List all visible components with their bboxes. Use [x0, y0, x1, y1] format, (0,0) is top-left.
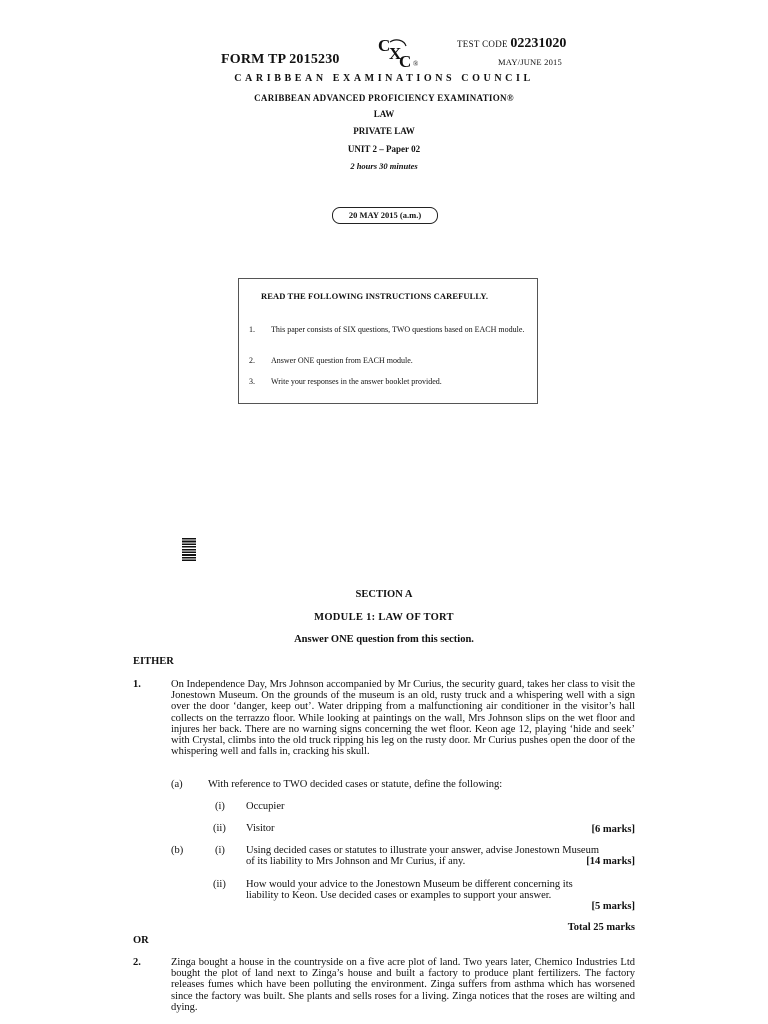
part-b-label: (b)	[171, 845, 184, 856]
barcode-icon	[182, 538, 196, 562]
part-b-ii-marks: [5 marks]	[591, 901, 635, 912]
subject-name: LAW	[373, 109, 395, 119]
question-1-text: On Independence Day, Mrs Johnson accompanied by Mr Curius, the security guard, takes her class to visit the Jonestown Museum. On the grounds of the museum is an old, rusty truck and a whispering well with a sign over the door ‘danger, keep out’. Water dripping from a malfunctioning air conditioner in the visitor’s hall collects on the terrazzo floor. While looking at paintings on the wall, Mrs Johnson slips on the wet floor and injures her back. There are no warning signs concerning the wet floor. Keon age 12, playing ‘hide and seek’ with Crystal, climbs into the old truck ripping his leg on the rusty door. Mr Curius pushes open the door of the whispering well and falls in, cracking his skull.	[171, 679, 635, 758]
section-instruction: Answer ONE question from this section.	[294, 634, 474, 645]
part-a-marks: [6 marks]	[591, 824, 635, 835]
unit-paper: UNIT 2 – Paper 02	[347, 144, 421, 154]
instruction-number: 1.	[249, 325, 255, 334]
instruction-text: This paper consists of SIX questions, TWO questions based on EACH module.	[271, 325, 525, 334]
svg-text:C: C	[378, 36, 391, 55]
instruction-number: 3.	[249, 377, 255, 386]
question-2-text: Zinga bought a house in the countryside on a five acre plot of land. Two years later, Chemico Industries Ltd bought the plot of land next to Zinga’s house and built a factory to produce plant fertilizers. The factory releases fumes which have been polluting the environment. Zinga suffers from asthma which has worsened since the factory was built. She plants and sells roses for a living. Zinga notices that the roses are wilting and dying.	[171, 957, 635, 1013]
exam-name: CARIBBEAN ADVANCED PROFICIENCY EXAMINATION®	[254, 93, 514, 103]
paper-title: PRIVATE LAW	[353, 126, 415, 136]
instructions-title: READ THE FOLLOWING INSTRUCTIONS CAREFULLY.	[261, 291, 489, 301]
test-code	[457, 36, 566, 52]
part-b-i-label: (i)	[215, 845, 225, 856]
question-1-total: Total 25 marks	[567, 922, 635, 933]
part-b-i-line: of its liability to Mrs Johnson and Mr Curius, if any.	[246, 856, 466, 867]
cxc-logo-icon	[376, 36, 426, 72]
part-a-ii-text: Visitor	[246, 823, 275, 834]
svg-text:X: X	[389, 44, 402, 63]
part-a-i-text: Occupier	[246, 801, 285, 812]
svg-text:C: C	[399, 52, 412, 71]
form-number: FORM TP 2015230	[221, 52, 340, 67]
section-title: SECTION A	[355, 589, 413, 600]
exam-date-badge: 20 MAY 2015 (a.m.)	[332, 207, 438, 224]
exam-session: MAY/JUNE 2015	[498, 57, 562, 67]
part-b-ii-line: How would your advice to the Jonestown Museum be different concerning its	[246, 879, 573, 890]
instruction-text: Write your responses in the answer booklet provided.	[271, 377, 442, 386]
or-label: OR	[133, 935, 149, 946]
either-label: EITHER	[133, 656, 174, 667]
test-code-label: TEST CODE	[457, 39, 508, 49]
part-a-i-label: (i)	[215, 801, 225, 812]
part-b-ii-line: liability to Keon. Use decided cases or examples to support your answer.	[246, 890, 552, 901]
instruction-text: Answer ONE question from EACH module.	[271, 356, 413, 365]
instruction-number: 2.	[249, 356, 255, 365]
part-b-i-line: Using decided cases or statutes to illustrate your answer, advise Jonestown Museum	[246, 845, 600, 856]
part-b-i-marks: [14 marks]	[586, 856, 635, 867]
council-name: CARIBBEAN EXAMINATIONS COUNCIL	[234, 73, 534, 84]
test-code-value: 02231020	[510, 36, 567, 51]
question-number: 2.	[133, 957, 141, 968]
svg-text:®: ®	[413, 60, 419, 68]
question-number: 1.	[133, 679, 141, 690]
exam-duration: 2 hours 30 minutes	[350, 161, 418, 171]
instructions-box	[238, 278, 538, 404]
part-a-label: (a)	[171, 779, 183, 790]
part-a-ii-label: (ii)	[213, 823, 226, 834]
part-b-ii-label: (ii)	[213, 879, 226, 890]
part-a-text: With reference to TWO decided cases or statute, define the following:	[208, 779, 503, 790]
module-title: MODULE 1: LAW OF TORT	[314, 612, 454, 623]
